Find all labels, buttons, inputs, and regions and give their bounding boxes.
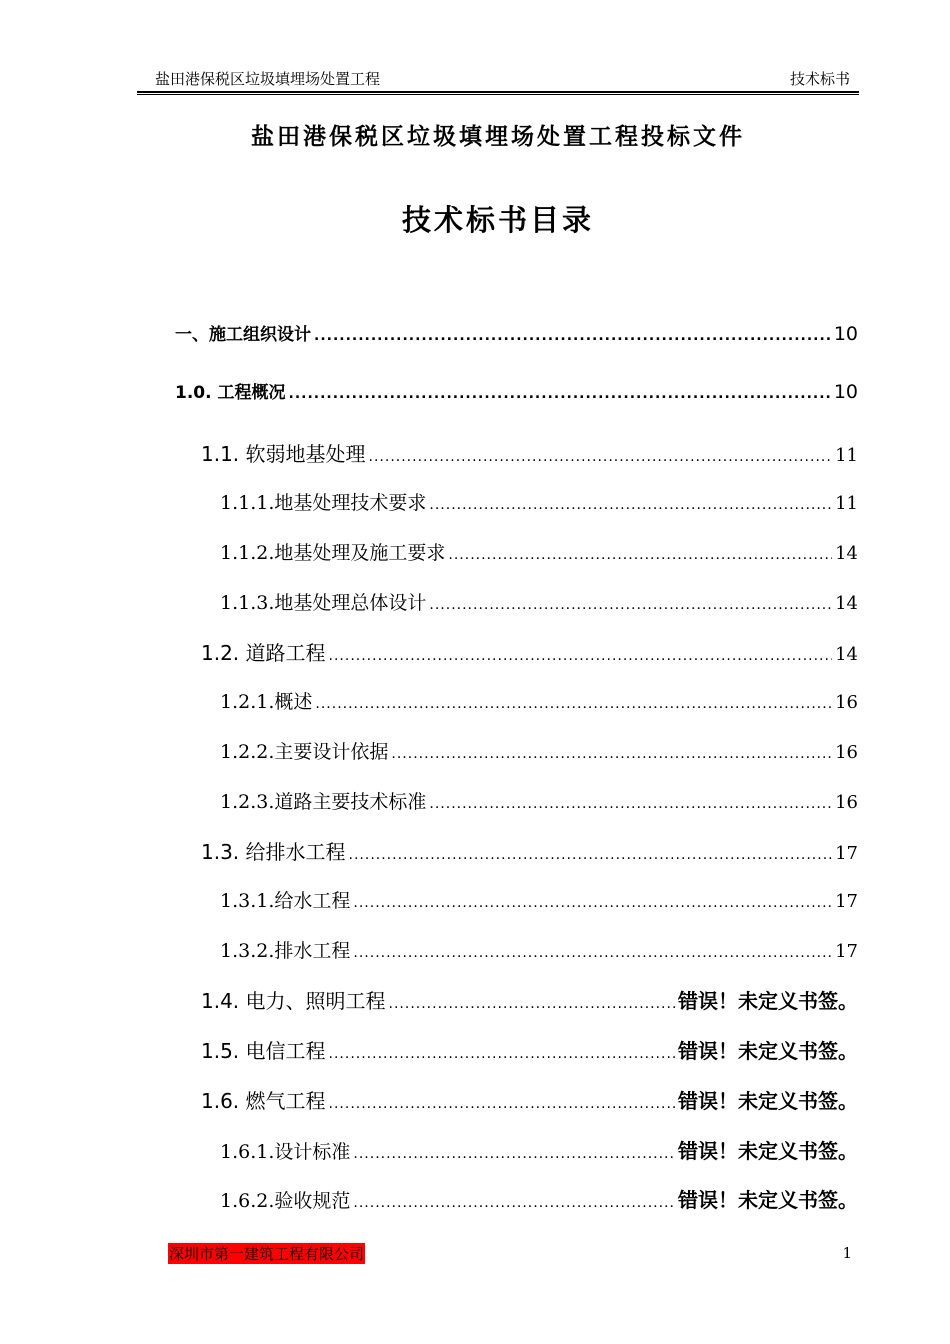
toc-entry-page: 11 — [835, 445, 858, 466]
toc-title: 技术标书目录 — [401, 203, 594, 237]
toc-leader-dots — [369, 449, 833, 465]
toc-entry-1-2-2[interactable] — [220, 737, 858, 764]
toc-entry-1-1-3[interactable] — [220, 588, 858, 615]
toc-entry-1-2-3[interactable] — [220, 787, 858, 814]
toc-entry-page: 14 — [835, 543, 858, 564]
toc-entry-bookmark-error: 错误！未定义书签。 — [678, 1139, 858, 1163]
toc-leader-dots — [353, 945, 832, 961]
toc-entry-1-3-1[interactable] — [220, 886, 858, 913]
toc-entry-page: 16 — [835, 742, 858, 763]
toc-entry-1-3-2[interactable] — [220, 936, 858, 963]
toc-leader-dots — [329, 1046, 675, 1062]
toc-entry-bookmark-error: 错误！未定义书签。 — [678, 1188, 858, 1212]
toc-entry-label: 1.5. 电信工程 — [201, 1039, 326, 1063]
toc-entry-page: 11 — [835, 493, 858, 514]
footer-company-name: 深圳市第一建筑工程有限公司 — [169, 1245, 365, 1263]
toc-entry-1-1[interactable] — [201, 438, 858, 467]
page-header-right: 技术标书 — [789, 70, 850, 88]
toc-entry-label: 1.1.3.地基处理总体设计 — [220, 592, 427, 614]
toc-leader-dots — [353, 1195, 675, 1211]
footer-page-number: 1 — [842, 1244, 852, 1262]
toc-entry-label: 1.2.1.概述 — [220, 691, 313, 713]
toc-leader-dots — [448, 547, 832, 563]
toc-entry-1-6[interactable] — [201, 1085, 858, 1114]
toc-entry-page: 17 — [835, 891, 858, 912]
header-rule — [137, 91, 859, 95]
toc-entry-page: 10 — [833, 323, 858, 345]
toc-leader-dots — [429, 796, 832, 812]
toc-entry-label: 1.1.1.地基处理技术要求 — [220, 492, 427, 514]
toc-entry-label: 1.2. 道路工程 — [201, 641, 326, 665]
toc-entry-page: 16 — [835, 692, 858, 713]
toc-entry-page: 16 — [835, 792, 858, 813]
toc-leader-dots — [353, 895, 832, 911]
toc-entry-page: 14 — [835, 644, 858, 665]
toc-entry-bookmark-error: 错误！未定义书签。 — [678, 989, 858, 1013]
toc-leader-dots — [389, 996, 675, 1012]
document-title: 盐田港保税区垃圾填埋场处置工程投标文件 — [251, 124, 745, 150]
toc-leader-dots — [315, 696, 832, 712]
toc-entry-1-6-1[interactable] — [220, 1135, 858, 1164]
toc-entry-label: 1.3. 给排水工程 — [201, 840, 346, 864]
toc-leader-dots — [429, 497, 832, 513]
toc-entry-label: 1.6. 燃气工程 — [201, 1089, 326, 1113]
toc-entry-label: 1.1. 软弱地基处理 — [201, 442, 366, 466]
toc-entry-label: 1.6.1.设计标准 — [220, 1141, 351, 1163]
toc-entry-page: 17 — [835, 843, 858, 864]
toc-leader-dots — [429, 597, 832, 613]
toc-entry-label: 1.4. 电力、照明工程 — [201, 989, 386, 1013]
toc-entry-1-1-2[interactable] — [220, 538, 858, 565]
toc-entry-1-4[interactable] — [201, 985, 858, 1014]
toc-entry-1-1-1[interactable] — [220, 488, 858, 515]
toc-entry-1-2-1[interactable] — [220, 687, 858, 714]
toc-entry-bookmark-error: 错误！未定义书签。 — [678, 1039, 858, 1063]
toc-entry-1-5[interactable] — [201, 1035, 858, 1064]
toc-leader-dots — [314, 328, 831, 344]
toc-entry-page: 17 — [835, 941, 858, 962]
toc-entry-label: 1.0. 工程概况 — [175, 383, 286, 403]
toc-leader-dots — [289, 386, 831, 402]
toc-entry-label: 1.6.2.验收规范 — [220, 1190, 351, 1212]
toc-entry-bookmark-error: 错误！未定义书签。 — [678, 1089, 858, 1113]
toc-entry-1-6-2[interactable] — [220, 1184, 858, 1213]
toc-leader-dots — [329, 648, 833, 664]
toc-entry-label: 1.3.1.给水工程 — [220, 890, 351, 912]
toc-entry-label: 1.1.2.地基处理及施工要求 — [220, 542, 446, 564]
toc-entry-1-3[interactable] — [201, 836, 858, 865]
toc-leader-dots — [349, 847, 833, 863]
toc-entry-label: 1.3.2.排水工程 — [220, 940, 351, 962]
toc-entry-1-2[interactable] — [201, 637, 858, 666]
toc-entry-label: 1.2.2.主要设计依据 — [220, 741, 389, 763]
toc-entry-label: 1.2.3.道路主要技术标准 — [220, 791, 427, 813]
toc-leader-dots — [329, 1096, 675, 1112]
toc-entry-label: 一、施工组织设计 — [175, 325, 311, 345]
toc-leader-dots — [391, 746, 832, 762]
toc-entry-1-0[interactable] — [175, 378, 858, 403]
page-header-left: 盐田港保税区垃圾填埋场处置工程 — [155, 70, 381, 88]
toc-entry-chapter-1[interactable] — [175, 320, 858, 345]
toc-leader-dots — [353, 1146, 675, 1162]
toc-entry-page: 10 — [833, 381, 858, 403]
toc-entry-page: 14 — [835, 593, 858, 614]
